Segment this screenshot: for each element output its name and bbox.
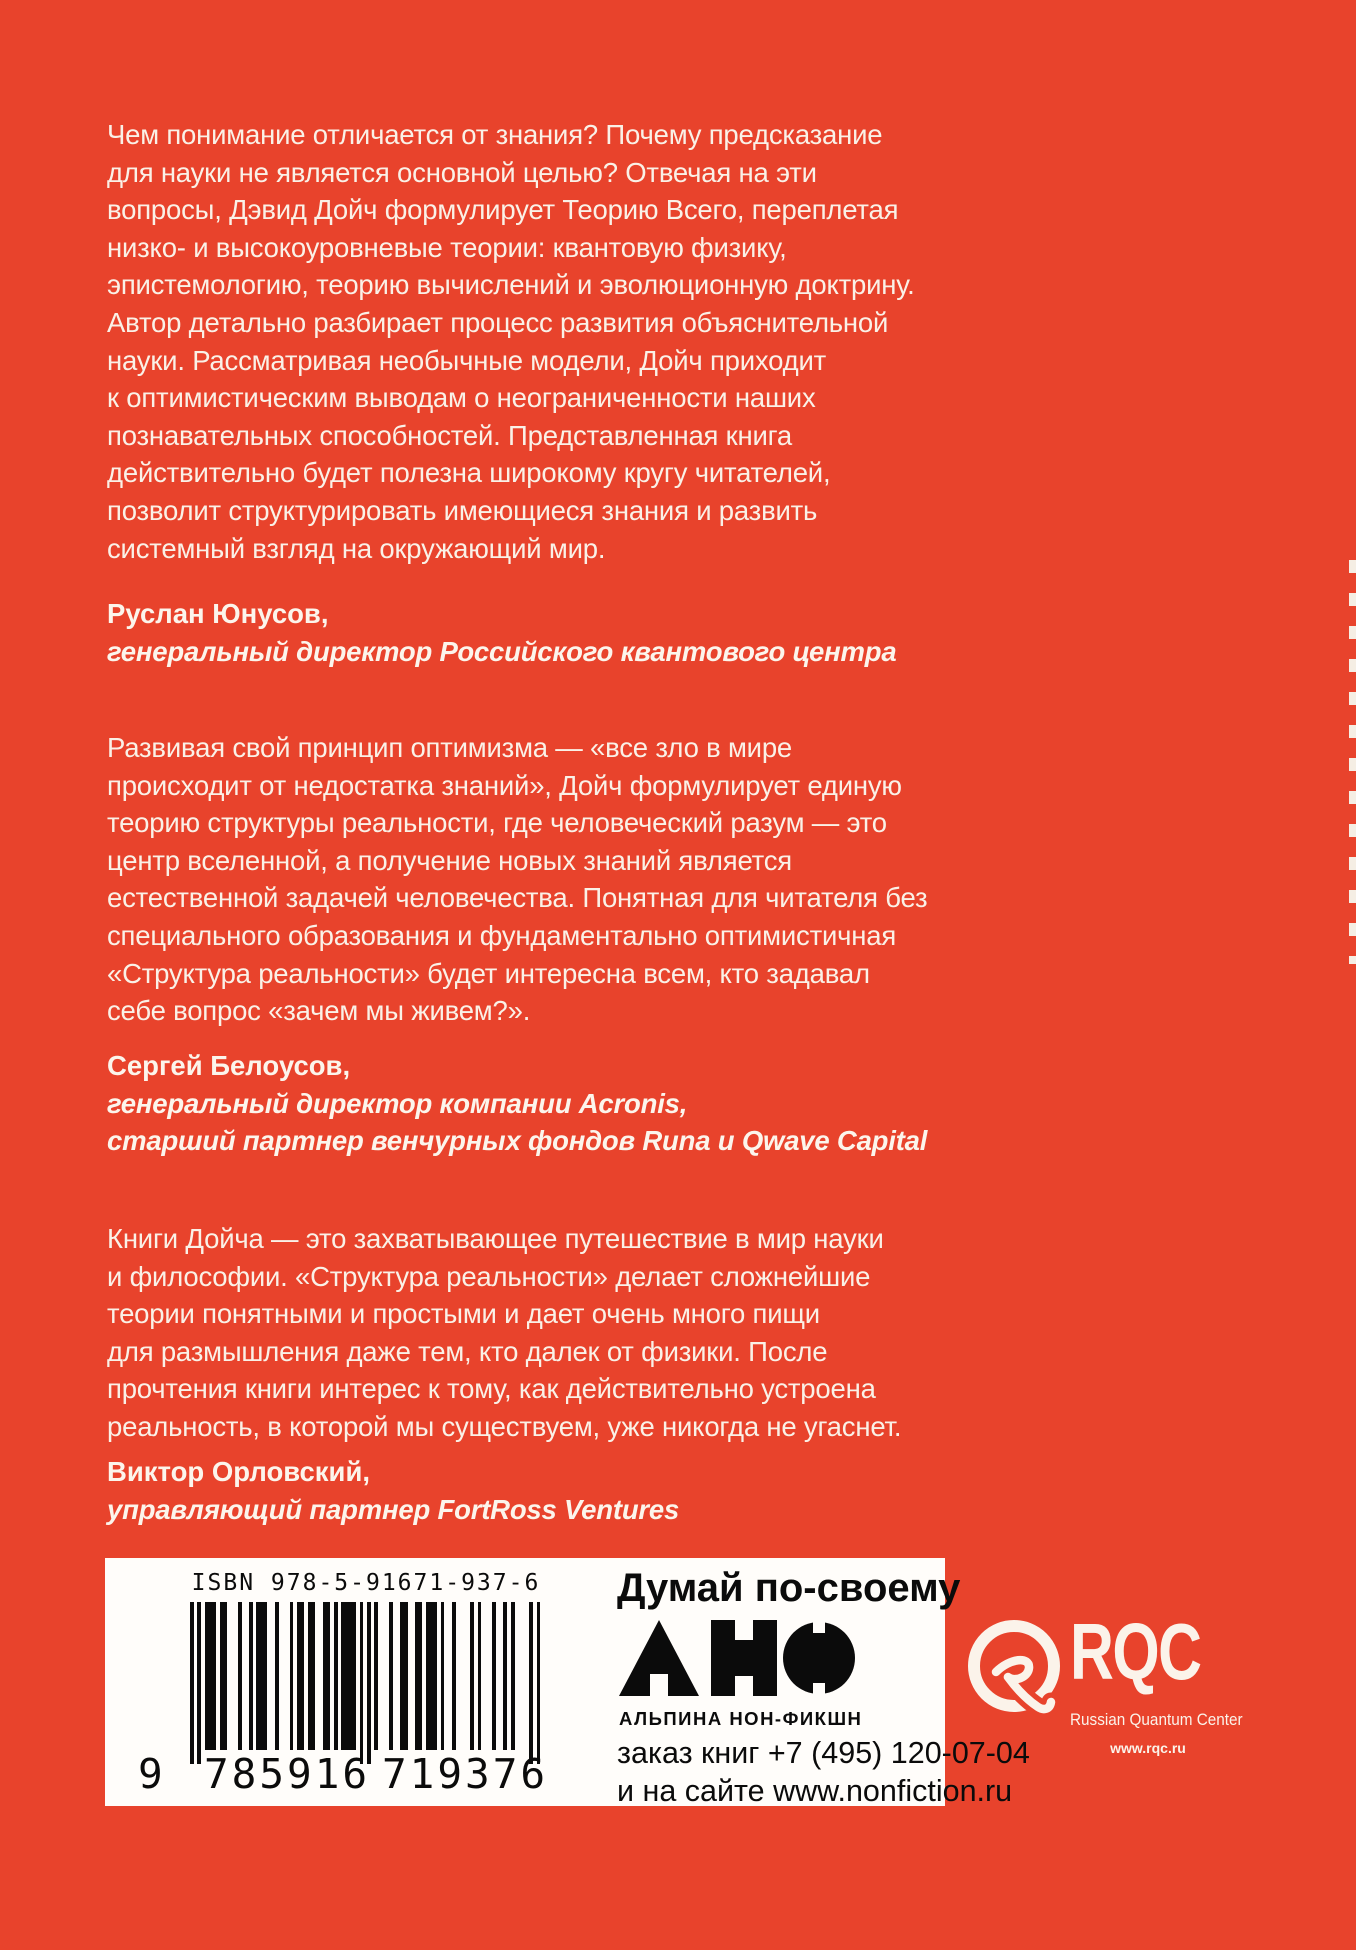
rqc-name: Russian Quantum Center <box>1070 1710 1243 1729</box>
quote-line: Развивая свой принцип оптимизма — «все зло в мире <box>107 732 793 763</box>
quote-line: Автор детально разбирает процесс развития объяснительной <box>107 306 889 338</box>
publisher-tagline: Думай по-своему <box>617 1566 961 1610</box>
quote-line: и философии. «Структура реальности» делает сложнейшие <box>107 1260 871 1292</box>
isbn-label: ISBN 978-5-91671-937-6 <box>191 1570 541 1596</box>
quote-line: познавательных способностей. Представленная книга <box>107 419 792 451</box>
quote-line: себе вопрос «зачем мы живем?». <box>107 995 531 1027</box>
barcode-digits-group2: 719376 <box>382 1750 549 1798</box>
quote-line: происходит от недостатка знаний», Дойч формулирует единую <box>107 769 902 801</box>
quote-line: для размышления даже тем, кто далек от физики. После <box>107 1335 828 1367</box>
quote-1-author: Руслан Юнусов, <box>107 598 329 629</box>
barcode-digits <box>138 1750 549 1800</box>
quote-line: естественной задачей человечества. Понятная для читателя без <box>107 882 928 914</box>
barcode-digit-lead: 9 <box>138 1750 163 1798</box>
quote-2-role: старший партнер венчурных фондов Runa и Qwave Capital <box>107 1125 928 1156</box>
quote-line: центр вселенной, а получение новых знаний является <box>107 844 792 876</box>
publisher-column <box>617 1558 1030 1808</box>
quote-line: системный взгляд на окружающий мир. <box>107 532 606 564</box>
trim-marks <box>1349 560 1356 964</box>
quote-3-text <box>107 1220 901 1446</box>
quote-line: позволит структурировать имеющиеся знания и развить <box>107 494 818 526</box>
quote-3-role: управляющий партнер FortRoss Ventures <box>107 1494 680 1525</box>
rqc-url: www.rqc.ru <box>1110 1740 1186 1756</box>
quote-line: специального образования и фундаментально оптимистичная <box>107 919 897 951</box>
quote-line: Книги Дойча — это захватывающее путешествие в мир науки <box>107 1223 884 1254</box>
quote-line: реальность, в которой мы существуем, уже никогда не угаснет. <box>107 1410 902 1442</box>
quote-1-role: генеральный директор Российского квантового центра <box>107 636 897 667</box>
rqc-q-icon <box>962 1616 1072 1732</box>
quote-1-text <box>107 116 915 567</box>
rqc-logo <box>962 1594 1243 1774</box>
quote-2-author: Сергей Белоусов, <box>107 1050 351 1081</box>
quote-line: эпистемологию, теорию вычислений и эволюционную доктрину. <box>107 269 915 301</box>
barcode-module <box>537 1602 541 1764</box>
quote-line: вопросы, Дэвид Дойч формулирует Теорию Всего, переплетая <box>107 194 899 226</box>
quote-line: низко- и высокоуровневые теории: квантовую физику, <box>107 231 787 263</box>
quote-line: действительно будет полезна широкому кругу читателей, <box>107 457 831 489</box>
barcode-digits-group1: 785916 <box>204 1750 371 1798</box>
quote-line: к оптимистическим выводам о неограниченности наших <box>107 382 816 414</box>
quote-line: «Структура реальности» будет интересна всем, кто задавал <box>107 957 870 989</box>
publisher-name: АЛЬПИНА НОН-ФИКШН <box>619 1708 863 1729</box>
publisher-order-phone: заказ книг +7 (495) 120-07-04 <box>617 1736 1030 1770</box>
quote-line: прочтения книги интерес к тому, как действительно устроена <box>107 1373 876 1405</box>
alpina-non-fiction-logo-icon <box>619 1620 855 1696</box>
publisher-panel <box>105 1558 1030 1808</box>
quote-line: теории понятными и простыми и дает очень много пищи <box>107 1298 820 1330</box>
quote-line: теорию структуры реальности, где человеческий разум — это <box>107 807 887 839</box>
quote-line: науки. Рассматривая необычные модели, Дойч приходит <box>107 344 827 376</box>
quote-2-role: генеральный директор компании Acronis, <box>107 1088 688 1119</box>
publisher-website: и на сайте www.nonfiction.ru <box>617 1774 1013 1808</box>
ean13-barcode <box>190 1602 540 1764</box>
quote-3-author: Виктор Орловский, <box>107 1456 371 1487</box>
rqc-abbr: RQC <box>1070 1607 1201 1696</box>
quote-line: Чем понимание отличается от знания? Почему предсказание <box>107 119 883 150</box>
quote-2-text <box>107 729 927 1030</box>
quote-line: для науки не является основной целью? Отвечая на эти <box>107 156 817 188</box>
